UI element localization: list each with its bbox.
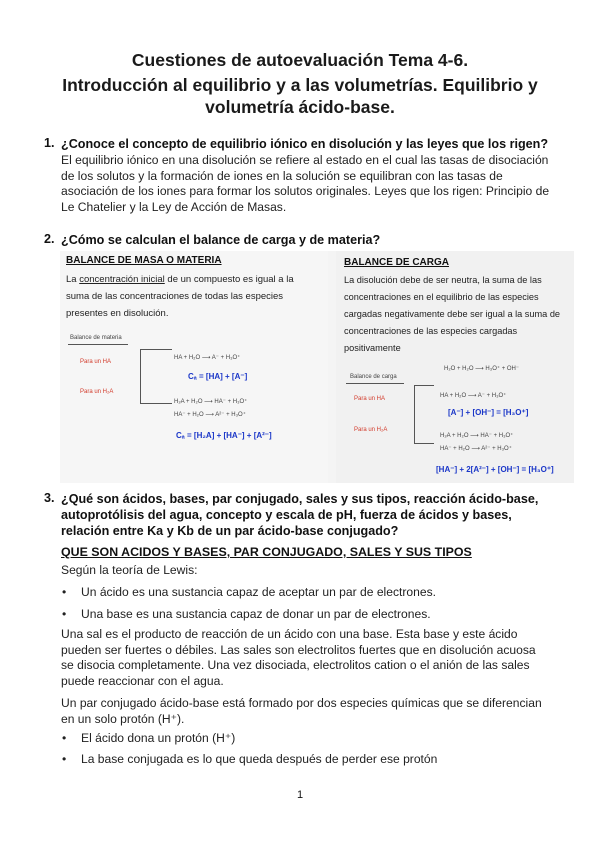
question-3-number: 3. xyxy=(44,491,55,505)
list-item-text: Un ácido es una sustancia capaz de aceptar un par de electrones. xyxy=(81,585,436,599)
mass-balance-heading: BALANCE DE MASA O MATERIA xyxy=(66,255,222,266)
question-2-text: ¿Cómo se calculan el balance de carga y de materia? xyxy=(61,233,381,247)
balance-figure xyxy=(60,251,574,483)
mass-eq-2: H₂A + H₂O ⟶ HA⁻ + H₃O⁺ xyxy=(174,399,248,405)
charge-balance-box-label: Balance de carga xyxy=(350,374,397,380)
mass-result-1: Cₐ = [HA] + [A⁻] xyxy=(188,372,248,381)
bracket-line xyxy=(414,443,434,444)
charge-balance-text: La disolución debe de ser neutra, la suma de las concentraciones en el equilibrio de las especies cargadas negativamente debe ser igual a la suma de concentraciones de las especies cargadas positivamente xyxy=(344,275,561,353)
mass-label-h2a: Para un H₂A xyxy=(80,389,114,395)
bullet-icon: • xyxy=(62,607,67,621)
bullet-icon: • xyxy=(62,731,67,745)
list-item-text: El ácido dona un protón (H⁺) xyxy=(81,731,236,745)
mass-balance-box-label: Balance de materia xyxy=(70,335,122,341)
mass-result-2: Cₐ = [H₂A] + [HA⁻] + [A²⁻] xyxy=(176,431,272,440)
mass-eq-3: HA⁻ + H₂O ⟶ A²⁻ + H₃O⁺ xyxy=(174,412,246,418)
charge-eq-2: H₂A + H₂O ⟶ HA⁻ + H₃O⁺ xyxy=(440,433,514,439)
mass-label-ha: Para un HA xyxy=(80,359,112,365)
question-2-number: 2. xyxy=(44,232,55,246)
bullet-icon: • xyxy=(62,585,67,599)
question-1-number: 1. xyxy=(44,136,55,150)
list-item-text: Una base es una sustancia capaz de donar un par de electrones. xyxy=(81,607,431,621)
question-3-text: ¿Qué son ácidos, bases, par conjugado, sales y sus tipos, reacción ácido-base, autoprotólisis del agua, concepto y escala de pH, fuerza de ácidos y bases, relación entre Ka y Kb de un par ácido-base conjugado? xyxy=(61,492,539,538)
bracket-line xyxy=(140,403,172,404)
charge-balance-heading: BALANCE DE CARGA xyxy=(344,257,449,268)
salt-paragraph: Una sal es el producto de reacción de un ácido con una base. Esta base y este ácido pueden ser fuertes o débiles. Las sales son electrolitos fuertes que en disolución acuosa se disocia completamente. Una vez disociada, electrolitos cation o el anión de las sales puede reaccionar con el agua. xyxy=(61,627,536,688)
bullet-icon: • xyxy=(62,752,67,766)
bracket-line xyxy=(414,385,434,386)
divider xyxy=(346,383,404,384)
title-line-2: Introducción al equilibrio y a las volumetrías. Equilibrio y volumetría ácido-base. xyxy=(62,75,538,117)
bracket-line xyxy=(140,349,141,403)
water-eq: H₂O + H₂O ⟶ H₃O⁺ + OH⁻ xyxy=(444,366,520,372)
charge-eq-3: HA⁻ + H₂O ⟶ A²⁻ + H₃O⁺ xyxy=(440,446,512,452)
lewis-intro: Según la teoría de Lewis: xyxy=(61,563,198,577)
charge-result-1: [A⁻] + [OH⁻] = [H₃O⁺] xyxy=(448,408,529,417)
charge-label-ha: Para un HA xyxy=(354,396,386,402)
list-item-text: La base conjugada es lo que queda después de perder ese protón xyxy=(81,752,438,766)
mass-eq-1: HA + H₂O ⟶ A⁻ + H₃O⁺ xyxy=(174,355,241,361)
mass-balance-panel xyxy=(60,251,328,483)
charge-eq-1: HA + H₂O ⟶ A⁻ + H₃O⁺ xyxy=(440,393,507,399)
charge-balance-panel xyxy=(336,251,574,483)
charge-result-2: [HA⁻] + 2[A²⁻] + [OH⁻] = [H₃O⁺] xyxy=(436,465,554,474)
bracket-line xyxy=(414,385,415,443)
question-1-text: ¿Conoce el concepto de equilibrio iónico en disolución y las leyes que los rigen? xyxy=(61,137,549,151)
charge-label-h2a: Para un H₂A xyxy=(354,427,388,433)
bracket-line xyxy=(140,349,172,350)
page-number: 1 xyxy=(296,789,304,801)
title-line-1: Cuestiones de autoevaluación Tema 4-6. xyxy=(131,50,469,70)
mass-balance-text: La concentración inicial de un compuesto es igual a la suma de las concentraciones de todas las especies presentes en disolución. xyxy=(66,274,294,319)
question-1-answer: El equilibrio iónico en una disolución se refiere al estado en el cual las tasas de disociación de los solutos y la formación de iones en la solución se equilibran con las tasas de asociación de los iones para formar los solutos originales. Leyes que los rigen: Principio de Le Chatelier y la Ley de Acción de Masas. xyxy=(61,153,550,214)
divider xyxy=(68,344,128,345)
subsection-heading: QUE SON ACIDOS Y BASES, PAR CONJUGADO, SALES Y SUS TIPOS xyxy=(61,545,472,559)
conjugate-pair-paragraph: Un par conjugado ácido-base está formado por dos especies químicas que se diferencian en un solo protón (H⁺). xyxy=(61,696,542,726)
